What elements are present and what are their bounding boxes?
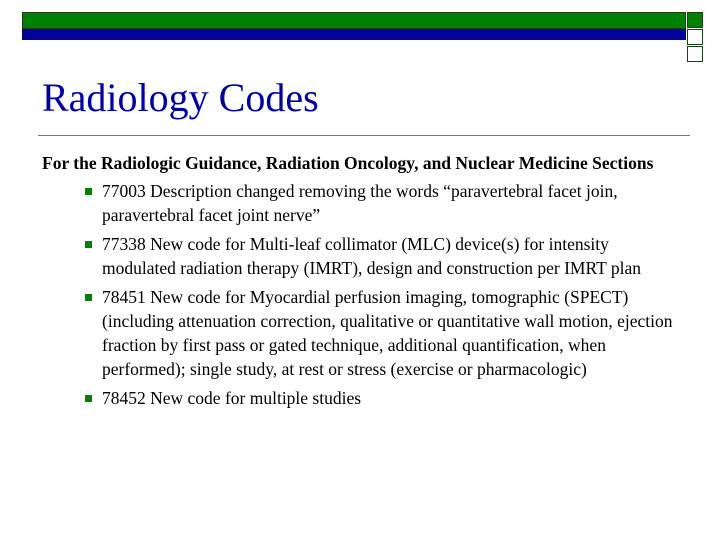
list-item	[42, 179, 682, 227]
header-blue-bar	[22, 29, 686, 40]
section-heading: For the Radiologic Guidance, Radiation Oncology, and Nuclear Medicine Sections	[42, 153, 654, 173]
square-bullet-icon	[85, 395, 92, 402]
header-green-bar	[22, 12, 686, 29]
list-item	[42, 232, 682, 280]
code-list	[42, 179, 682, 410]
list-item-text: 78452 New code for multiple studies	[102, 388, 362, 408]
corner-square-outline-1	[687, 29, 703, 45]
slide-body	[42, 151, 682, 415]
slide-title: Radiology Codes	[42, 75, 319, 120]
corner-square-outline-2	[687, 46, 703, 62]
square-bullet-icon	[85, 188, 92, 195]
list-item	[42, 285, 682, 381]
title-divider	[38, 135, 690, 136]
list-item-text: 78451 New code for Myocardial perfusion imaging, tomographic (SPECT) (including attenuation correction, qualitative or quantitative wall motion, ejection fraction by first pass or gated technique, additional quantification, when performed); single study, at rest or stress (exercise or pharmacologic)	[102, 287, 673, 379]
list-item-text: 77003 Description changed removing the words “paravertebral facet join, paravertebral facet joint nerve”	[102, 181, 618, 225]
list-item	[42, 386, 682, 410]
list-item-text: 77338 New code for Multi-leaf collimator (MLC) device(s) for intensity modulated radiation therapy (IMRT), design and construction per IMRT plan	[102, 234, 641, 278]
square-bullet-icon	[85, 294, 92, 301]
corner-square-filled	[687, 12, 703, 28]
square-bullet-icon	[85, 241, 92, 248]
